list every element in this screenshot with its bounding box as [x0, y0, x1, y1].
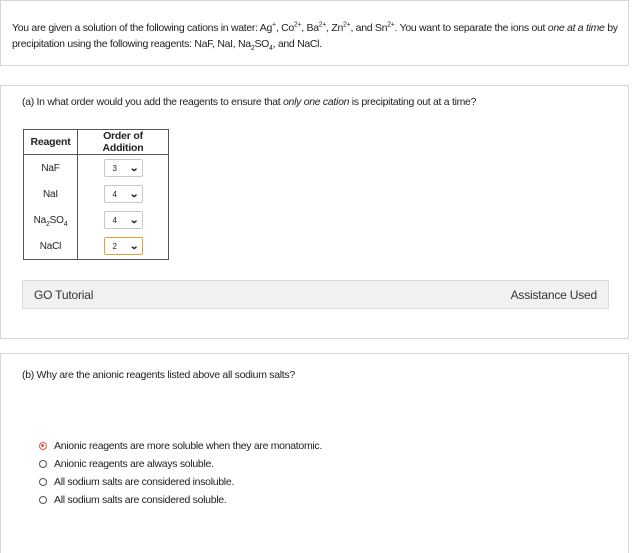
reagent-cell: [24, 233, 78, 260]
order-value: 4: [112, 215, 117, 225]
reagent-label: NaF: [41, 163, 60, 174]
reagent-column-header: Reagent: [24, 130, 78, 155]
chevron-down-icon: ⌄: [129, 240, 140, 252]
reagent-label: $Na_2SO_4$: [33, 215, 68, 228]
assistance-used-label: Assistance Used: [510, 288, 597, 302]
tutorial-bar: [22, 280, 609, 309]
order-column-header: Order of Addition: [78, 130, 169, 155]
table-row: [24, 207, 169, 233]
reagent-label: NaCl: [39, 241, 62, 252]
order-select-nacl[interactable]: [104, 237, 143, 255]
order-value: 3: [112, 163, 117, 173]
order-cell: [78, 233, 169, 260]
radio-icon: [39, 460, 47, 468]
answer-option[interactable]: [39, 437, 322, 455]
answer-option[interactable]: [39, 473, 322, 491]
go-tutorial-link[interactable]: GO Tutorial: [34, 288, 94, 302]
part-b-panel: [0, 353, 629, 553]
table-row: [24, 233, 169, 260]
radio-icon: [39, 496, 47, 504]
option-label: Anionic reagents are more soluble when they are monatomic.: [54, 440, 323, 452]
option-label: Anionic reagents are always soluble.: [54, 458, 214, 470]
chevron-down-icon: ⌄: [129, 214, 140, 226]
part-b-question: (b) Why are the anionic reagents listed above all sodium salts?: [22, 369, 295, 381]
radio-icon: [39, 478, 47, 486]
answer-option[interactable]: [39, 491, 322, 509]
answer-options: [39, 437, 322, 509]
order-select-na2so4[interactable]: [104, 211, 143, 229]
part-a-panel: [0, 85, 629, 339]
order-cell: [78, 155, 169, 182]
chevron-down-icon: ⌄: [129, 162, 140, 174]
option-label: All sodium salts are considered soluble.: [54, 494, 227, 506]
reagent-cell: [24, 207, 78, 233]
order-cell: [78, 207, 169, 233]
intro-text: You are given a solution of the following cations in water: Ag+, $Co^{2+}$, $Ba^{2+}$, $Zn^{2+}$, and $Sn^{2+}$. You want to separate the ions out one at a time by precipitation using the following reagents: NaF, NaI, $Na_2SO_4$, and NaCl.: [12, 21, 618, 53]
table-row: [24, 155, 169, 182]
order-select-naf[interactable]: [104, 159, 143, 177]
order-value: 4: [112, 189, 117, 199]
part-a-question: (a) In what order would you add the reagents to ensure that only one cation is precipitating out at a time?: [22, 96, 477, 108]
intro-panel: [0, 0, 629, 66]
reagent-cell: [24, 181, 78, 207]
table-row: [24, 181, 169, 207]
order-table: [23, 129, 169, 260]
reagent-cell: [24, 155, 78, 182]
order-cell: [78, 181, 169, 207]
order-value: 2: [112, 241, 117, 251]
reagent-label: NaI: [43, 189, 58, 200]
radio-icon: [39, 442, 47, 450]
chevron-down-icon: ⌄: [129, 188, 140, 200]
option-label: All sodium salts are considered insoluble.: [54, 476, 234, 488]
answer-option[interactable]: [39, 455, 322, 473]
order-select-nai[interactable]: [104, 185, 143, 203]
